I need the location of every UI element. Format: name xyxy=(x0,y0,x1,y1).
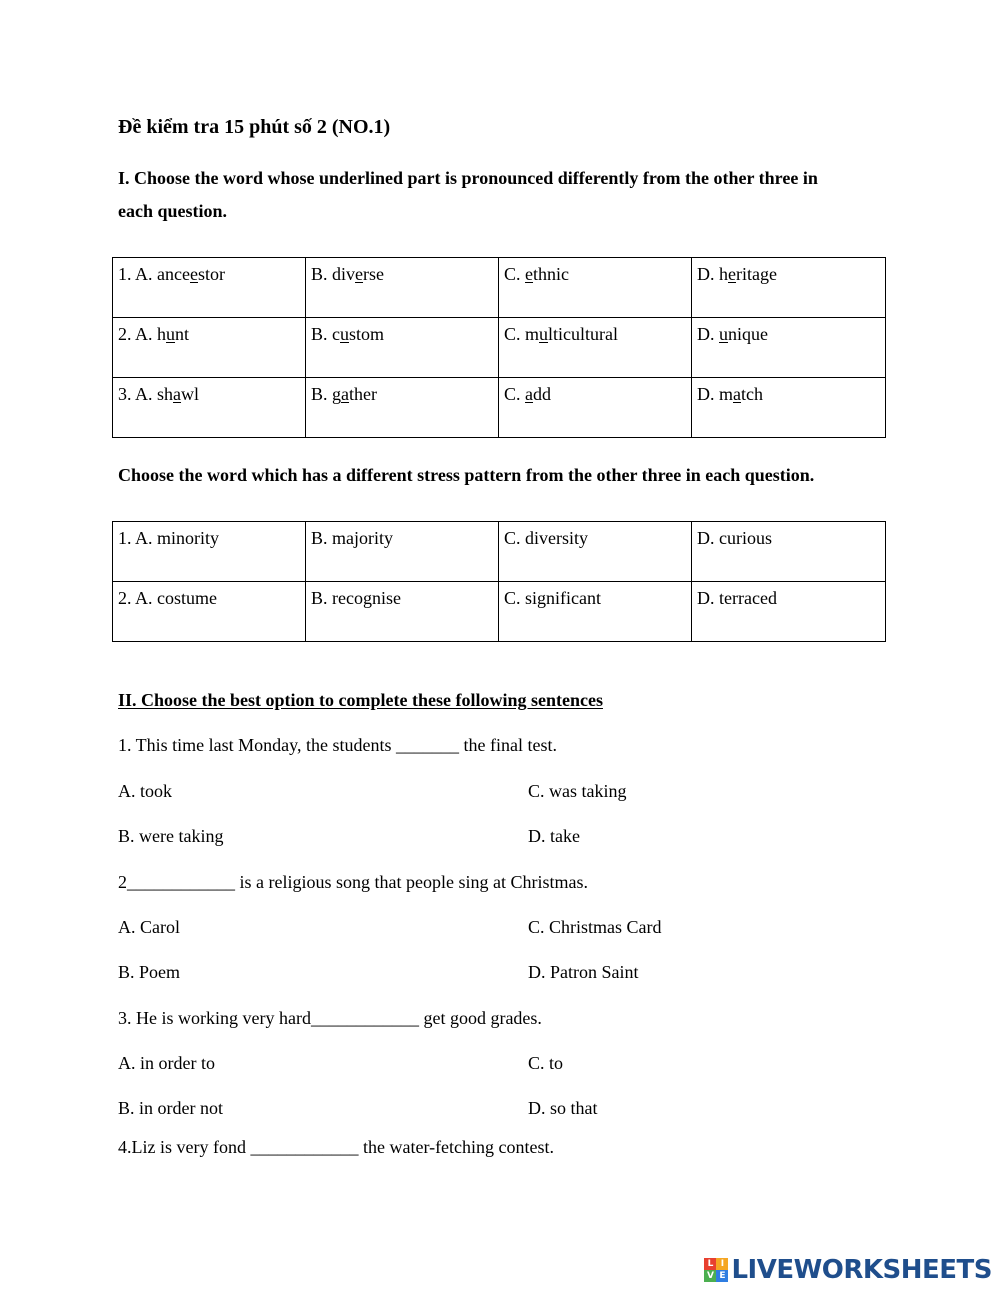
word-part: C. xyxy=(504,264,526,284)
stress-row xyxy=(113,582,886,642)
pronunciation-row xyxy=(113,258,886,318)
pronunciation-cell xyxy=(499,318,692,378)
section2-heading: II. Choose the best option to complete these following sentences xyxy=(118,690,603,710)
stress-cell: B. recognise xyxy=(306,582,499,642)
logo-mark-letter: E xyxy=(716,1270,728,1282)
stress-cell: 2. A. costume xyxy=(113,582,306,642)
underlined-letter: u xyxy=(340,324,349,344)
word-part: lticultural xyxy=(548,324,618,344)
stress-cell: D. terraced xyxy=(692,582,886,642)
question-2-option-b: B. Poem xyxy=(118,962,181,982)
underlined-letter: a xyxy=(733,384,741,404)
stress-row xyxy=(113,522,886,582)
stress-cell: B. majority xyxy=(306,522,499,582)
logo-mark-letter: V xyxy=(704,1270,716,1282)
word-part: C. m xyxy=(504,324,540,344)
stress-heading: Choose the word which has a different stress pattern from the other three in each question. xyxy=(118,465,815,485)
pronunciation-cell xyxy=(306,318,499,378)
underlined-letter: a xyxy=(525,384,534,404)
word-part: wl xyxy=(181,384,200,404)
pronunciation-cell xyxy=(499,258,692,318)
word-part: D. m xyxy=(697,384,733,404)
pronunciation-cell xyxy=(113,258,306,318)
stress-cell: 1. A. minority xyxy=(113,522,306,582)
pronunciation-cell xyxy=(692,318,886,378)
question-3-option-a: A. in order to xyxy=(118,1053,215,1073)
question-1-option-c: C. was taking xyxy=(528,781,627,801)
word-part: ther xyxy=(349,384,377,404)
liveworksheets-logo-text: LIVEWORKSHEETS xyxy=(731,1255,992,1285)
question-1-option-a: A. took xyxy=(118,781,172,801)
word-part: stom xyxy=(349,324,385,344)
liveworksheets-logo xyxy=(704,1254,992,1286)
word-part: B. c xyxy=(311,324,340,344)
word-part: tch xyxy=(741,384,763,404)
section1-heading-line2: each question. xyxy=(118,201,228,221)
word-part: 1. A. ance xyxy=(118,264,190,284)
pronunciation-cell xyxy=(306,258,499,318)
question-2-option-d: D. Patron Saint xyxy=(528,962,639,982)
question-2-option-a: A. Carol xyxy=(118,917,180,937)
word-part: 2. A. h xyxy=(118,324,167,344)
pronunciation-row xyxy=(113,318,886,378)
section1-heading-line1: I. Choose the word whose underlined part is pronounced differently from the other three in xyxy=(118,168,818,188)
pronunciation-cell xyxy=(692,378,886,438)
word-part: nt xyxy=(175,324,190,344)
pronunciation-cell xyxy=(113,318,306,378)
underlined-letter: u xyxy=(719,324,728,344)
stress-cell: D. curious xyxy=(692,522,886,582)
underlined-letter: u xyxy=(539,324,549,344)
pronunciation-cell xyxy=(113,378,306,438)
pronunciation-row xyxy=(113,378,886,438)
stress-cell: C. significant xyxy=(499,582,692,642)
question-2-option-c: C. Christmas Card xyxy=(528,917,662,937)
word-part: C. xyxy=(504,384,526,404)
question-1-option-d: D. take xyxy=(528,826,580,846)
word-part: B. g xyxy=(311,384,342,404)
pronunciation-cell xyxy=(306,378,499,438)
logo-mark-letter: L xyxy=(704,1258,716,1270)
word-part: B. div xyxy=(311,264,356,284)
underlined-letter: e xyxy=(355,264,364,284)
underlined-letter: u xyxy=(166,324,176,344)
underlined-letter: a xyxy=(341,384,350,404)
underlined-letter: e xyxy=(189,264,198,284)
question-3-text: 3. He is working very hard____________ get good grades. xyxy=(118,1008,542,1028)
question-1-text: 1. This time last Monday, the students _______ the final test. xyxy=(118,735,557,755)
word-part: stor xyxy=(197,264,225,284)
question-3-option-c: C. to xyxy=(528,1053,564,1073)
underlined-letter: a xyxy=(173,384,182,404)
word-part: nique xyxy=(728,324,768,344)
word-part: ritage xyxy=(736,264,777,284)
word-part: thnic xyxy=(533,264,570,284)
word-part: rse xyxy=(363,264,385,284)
stress-cell: C. diversity xyxy=(499,522,692,582)
stress-table xyxy=(112,521,886,642)
word-part: D. xyxy=(697,324,719,344)
liveworksheets-logo-icon xyxy=(704,1258,728,1282)
question-4-text: 4.Liz is very fond ____________ the water-fetching contest. xyxy=(118,1137,555,1157)
question-2-text: 2____________ is a religious song that people sing at Christmas. xyxy=(118,872,588,892)
pronunciation-cell xyxy=(499,378,692,438)
pronunciation-table xyxy=(112,257,886,438)
logo-mark-letter: I xyxy=(716,1258,728,1270)
word-part: 3. A. sh xyxy=(118,384,174,404)
question-3-option-d: D. so that xyxy=(528,1098,598,1118)
question-3-option-b: B. in order not xyxy=(118,1098,223,1118)
pronunciation-cell xyxy=(692,258,886,318)
worksheet-title: Đề kiểm tra 15 phút số 2 (NO.1) xyxy=(118,116,391,138)
word-part: dd xyxy=(533,384,552,404)
underlined-letter: e xyxy=(728,264,736,284)
underlined-letter: e xyxy=(525,264,534,284)
question-1-option-b: B. were taking xyxy=(118,826,224,846)
word-part: D. h xyxy=(697,264,728,284)
